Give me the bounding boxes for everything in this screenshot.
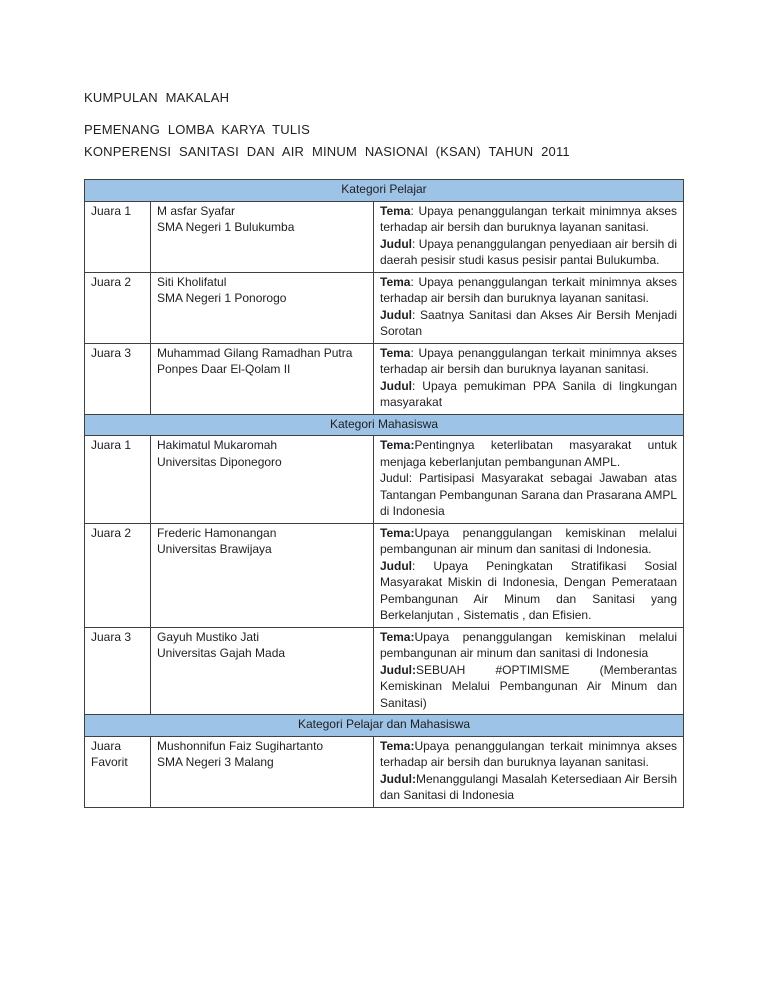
- section-row: [85, 180, 684, 202]
- table-row: [85, 736, 684, 807]
- winner-cell: [151, 436, 374, 524]
- table-row: [85, 272, 684, 343]
- detail-label: Tema: [380, 203, 411, 218]
- detail-cell: [374, 523, 684, 627]
- detail-paragraph: Judul: Upaya Peningkatan Stratifikasi Sosial Masyarakat Miskin di Indonesia, Dengan Pemerataan Pembangunan Air Minum dan Sanitasi yang Berkelanjutan , Sistematis , dan Efisien.: [380, 558, 677, 622]
- winner-institution: SMA Negeri 3 Malang: [157, 755, 274, 769]
- detail-paragraph: Tema: Upaya penanggulangan terkait minimnya akses terhadap air bersih dan buruknya layanan sanitasi.: [380, 274, 677, 305]
- winner-cell: [151, 736, 374, 807]
- detail-label: Tema:: [380, 738, 415, 753]
- detail-cell: [374, 736, 684, 807]
- section-header: Kategori Pelajar dan Mahasiswa: [85, 715, 684, 737]
- winner-cell: [151, 523, 374, 627]
- section-header: Kategori Mahasiswa: [85, 414, 684, 436]
- detail-paragraph: Tema:Upaya penanggulangan terkait minimnya akses terhadap air bersih dan buruknya layanan sanitasi.: [380, 738, 677, 769]
- rank-cell: Juara Favorit: [85, 736, 151, 807]
- section-row: [85, 715, 684, 737]
- section-header: Kategori Pelajar: [85, 180, 684, 202]
- table-row: [85, 523, 684, 627]
- winners-table: [84, 179, 684, 808]
- detail-label: Judul:: [380, 662, 416, 677]
- winner-institution: Universitas Diponegoro: [157, 454, 282, 469]
- table-row: [85, 343, 684, 414]
- winners-table-body: [85, 180, 684, 808]
- detail-label: Tema: [380, 345, 411, 360]
- detail-label: Judul: [380, 558, 412, 573]
- table-row: [85, 201, 684, 272]
- detail-label: Judul: [380, 236, 412, 251]
- document-title: KUMPULAN MAKALAH: [84, 90, 230, 105]
- detail-cell: [374, 436, 684, 524]
- detail-label: Tema:: [380, 629, 415, 644]
- section-row: [85, 414, 684, 436]
- table-row: [85, 436, 684, 524]
- rank-cell: Juara 1: [85, 436, 151, 524]
- detail-cell: [374, 343, 684, 414]
- detail-cell: [374, 272, 684, 343]
- detail-paragraph: Judul: Upaya pemukiman PPA Sanila di lingkungan masyarakat: [380, 378, 677, 409]
- winner-name: Muhammad Gilang Ramadhan Putra: [157, 345, 353, 360]
- winner-name: Siti Kholifatul: [157, 274, 227, 289]
- detail-paragraph: Judul: Saatnya Sanitasi dan Akses Air Bersih Menjadi Sorotan: [380, 307, 677, 338]
- detail-paragraph: Tema: Upaya penanggulangan terkait minimnya akses terhadap air bersih dan buruknya layanan sanitasi.: [380, 203, 677, 234]
- detail-paragraph: Judul: Upaya penanggulangan penyediaan air bersih di daerah pesisir studi kasus pesisir pantai Bulukumba.: [380, 236, 677, 267]
- winner-institution: Ponpes Daar El-Qolam II: [157, 362, 291, 376]
- winner-institution: SMA Negeri 1 Ponorogo: [157, 291, 287, 305]
- detail-paragraph: Judul:Menanggulangi Masalah Ketersediaan Air Bersih dan Sanitasi di Indonesia: [380, 771, 677, 802]
- winner-name: Frederic Hamonangan: [157, 525, 277, 540]
- detail-cell: [374, 627, 684, 715]
- document-header: [84, 90, 683, 160]
- rank-cell: Juara 3: [85, 627, 151, 715]
- rank-cell: Juara 1: [85, 201, 151, 272]
- detail-label: Judul:: [380, 771, 416, 786]
- winner-institution: Universitas Brawijaya: [157, 542, 272, 556]
- detail-label: Tema: [380, 274, 411, 289]
- winner-name: Gayuh Mustiko Jati: [157, 629, 260, 644]
- detail-label: Tema:: [380, 438, 415, 452]
- detail-paragraph: Tema:Upaya penanggulangan kemiskinan melalui pembangunan air minum dan sanitasi di Indonesia.: [380, 525, 677, 556]
- rank-cell: Juara 2: [85, 272, 151, 343]
- detail-paragraph: Judul:SEBUAH #OPTIMISME (Memberantas Kemiskinan Melalui Pembangunan Air Minum dan Sanitasi): [380, 662, 677, 710]
- detail-paragraph: Tema:Pentingnya keterlibatan masyarakat untuk menjaga keberlanjutan pembangunan AMPL.: [380, 438, 677, 469]
- winner-cell: [151, 272, 374, 343]
- detail-paragraph: Tema: Upaya penanggulangan terkait minimnya akses terhadap air bersih dan buruknya layanan sanitasi.: [380, 345, 677, 376]
- detail-label: Judul: [380, 378, 412, 393]
- detail-paragraph: Tema:Upaya penanggulangan kemiskinan melalui pembangunan air minum dan sanitasi di Indonesia: [380, 629, 677, 660]
- winner-institution: Universitas Gajah Mada: [157, 646, 286, 660]
- winner-institution: SMA Negeri 1 Bulukumba: [157, 220, 295, 234]
- detail-paragraph: Judul: Partisipasi Masyarakat sebagai Jawaban atas Tantangan Pembangunan Sarana dan Prasarana AMPL di Indonesia: [380, 471, 677, 518]
- table-row: [85, 627, 684, 715]
- winner-name: M asfar Syafar: [157, 203, 236, 218]
- winner-cell: [151, 201, 374, 272]
- rank-cell: Juara 2: [85, 523, 151, 627]
- document-subtitle-conference: KONPERENSI SANITASI DAN AIR MINUM NASIONAl (KSAN) TAHUN 2011: [84, 144, 570, 159]
- rank-cell: Juara 3: [85, 343, 151, 414]
- winner-cell: [151, 343, 374, 414]
- winner-name: Mushonnifun Faiz Sugihartanto: [157, 738, 324, 753]
- detail-label: Judul: [380, 307, 412, 322]
- detail-label: Tema:: [380, 525, 415, 540]
- winner-cell: [151, 627, 374, 715]
- winner-name: Hakimatul Mukaromah: [157, 438, 278, 452]
- detail-cell: [374, 201, 684, 272]
- document-subtitle-event: PEMENANG LOMBA KARYA TULIS: [84, 122, 310, 137]
